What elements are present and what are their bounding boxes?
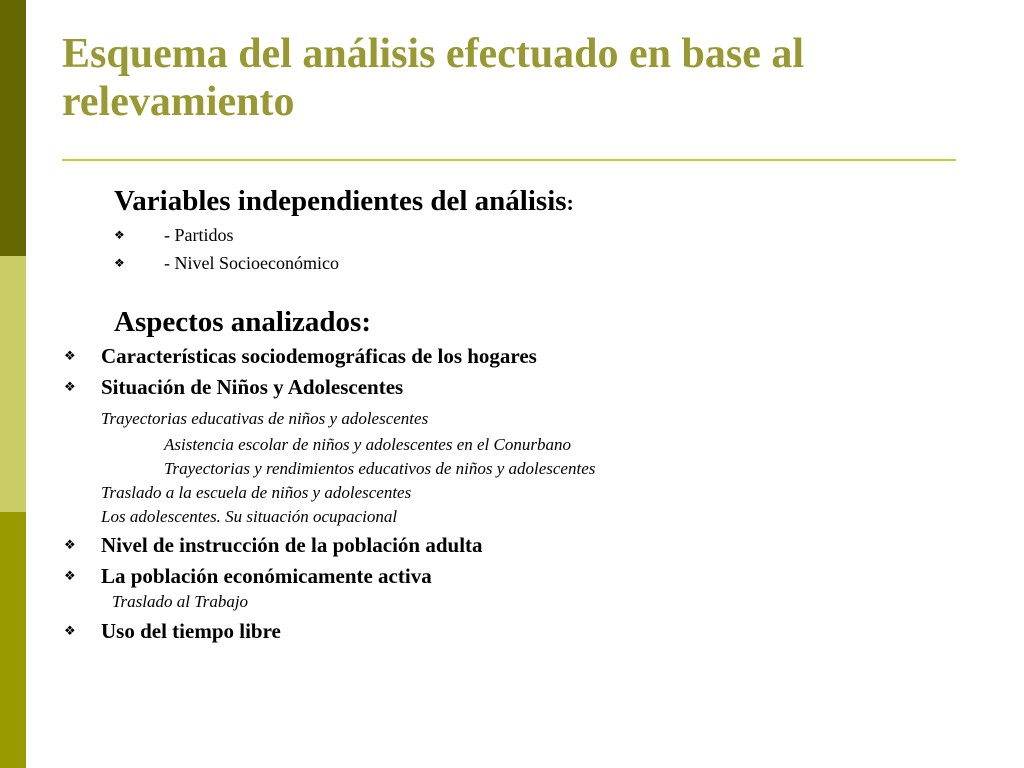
list-item bbox=[64, 564, 432, 588]
list-item bbox=[64, 619, 281, 643]
diamond-bullet-icon: ❖ bbox=[64, 379, 76, 394]
title-divider bbox=[62, 159, 956, 161]
aspectos-heading: Aspectos analizados: bbox=[114, 306, 371, 338]
aspecto-nivel-instruccion: Nivel de instrucción de la población adulta bbox=[101, 533, 483, 557]
list-item bbox=[64, 533, 483, 557]
sub-item-trayectorias: Trayectorias educativas de niños y adolescentes bbox=[101, 409, 429, 428]
slide-title: Esquema del análisis efectuado en base al relevamiento bbox=[62, 31, 805, 125]
diamond-bullet-icon: ❖ bbox=[64, 568, 76, 583]
diamond-bullet-icon: ❖ bbox=[64, 537, 76, 552]
list-item bbox=[64, 344, 537, 368]
diamond-bullet-icon: ❖ bbox=[114, 228, 125, 242]
side-band-middle bbox=[0, 256, 26, 512]
side-band-top bbox=[0, 0, 26, 256]
aspecto-tiempo-libre: Uso del tiempo libre bbox=[101, 619, 281, 643]
aspecto-situacion-ninos: Situación de Niños y Adolescentes bbox=[101, 375, 404, 399]
sub-item-adolescentes: Los adolescentes. Su situación ocupacional bbox=[101, 507, 398, 526]
variable-nivel: - Nivel Socioeconómico bbox=[164, 253, 339, 273]
list-item bbox=[114, 224, 234, 246]
variables-heading-colon: : bbox=[566, 190, 574, 215]
side-band-bottom bbox=[0, 512, 26, 768]
variable-partidos: - Partidos bbox=[164, 225, 234, 245]
aspecto-poblacion-activa: La población económicamente activa bbox=[101, 564, 432, 588]
variables-heading bbox=[114, 185, 574, 219]
list-item bbox=[64, 375, 403, 399]
sub-item-traslado-escuela: Traslado a la escuela de niños y adolescentes bbox=[101, 483, 412, 502]
aspecto-caracteristicas: Características sociodemográficas de los hogares bbox=[101, 344, 537, 368]
diamond-bullet-icon: ❖ bbox=[64, 348, 76, 363]
list-item bbox=[114, 252, 339, 274]
sub-item-rendimientos: Trayectorias y rendimientos educativos de niños y adolescentes bbox=[164, 459, 596, 478]
diamond-bullet-icon: ❖ bbox=[64, 623, 76, 638]
sub-item-asistencia: Asistencia escolar de niños y adolescentes en el Conurbano bbox=[164, 435, 571, 454]
variables-heading-text: Variables independientes del análisis bbox=[114, 185, 567, 217]
diamond-bullet-icon: ❖ bbox=[114, 256, 125, 270]
sub-item-traslado-trabajo: Traslado al Trabajo bbox=[112, 592, 249, 611]
